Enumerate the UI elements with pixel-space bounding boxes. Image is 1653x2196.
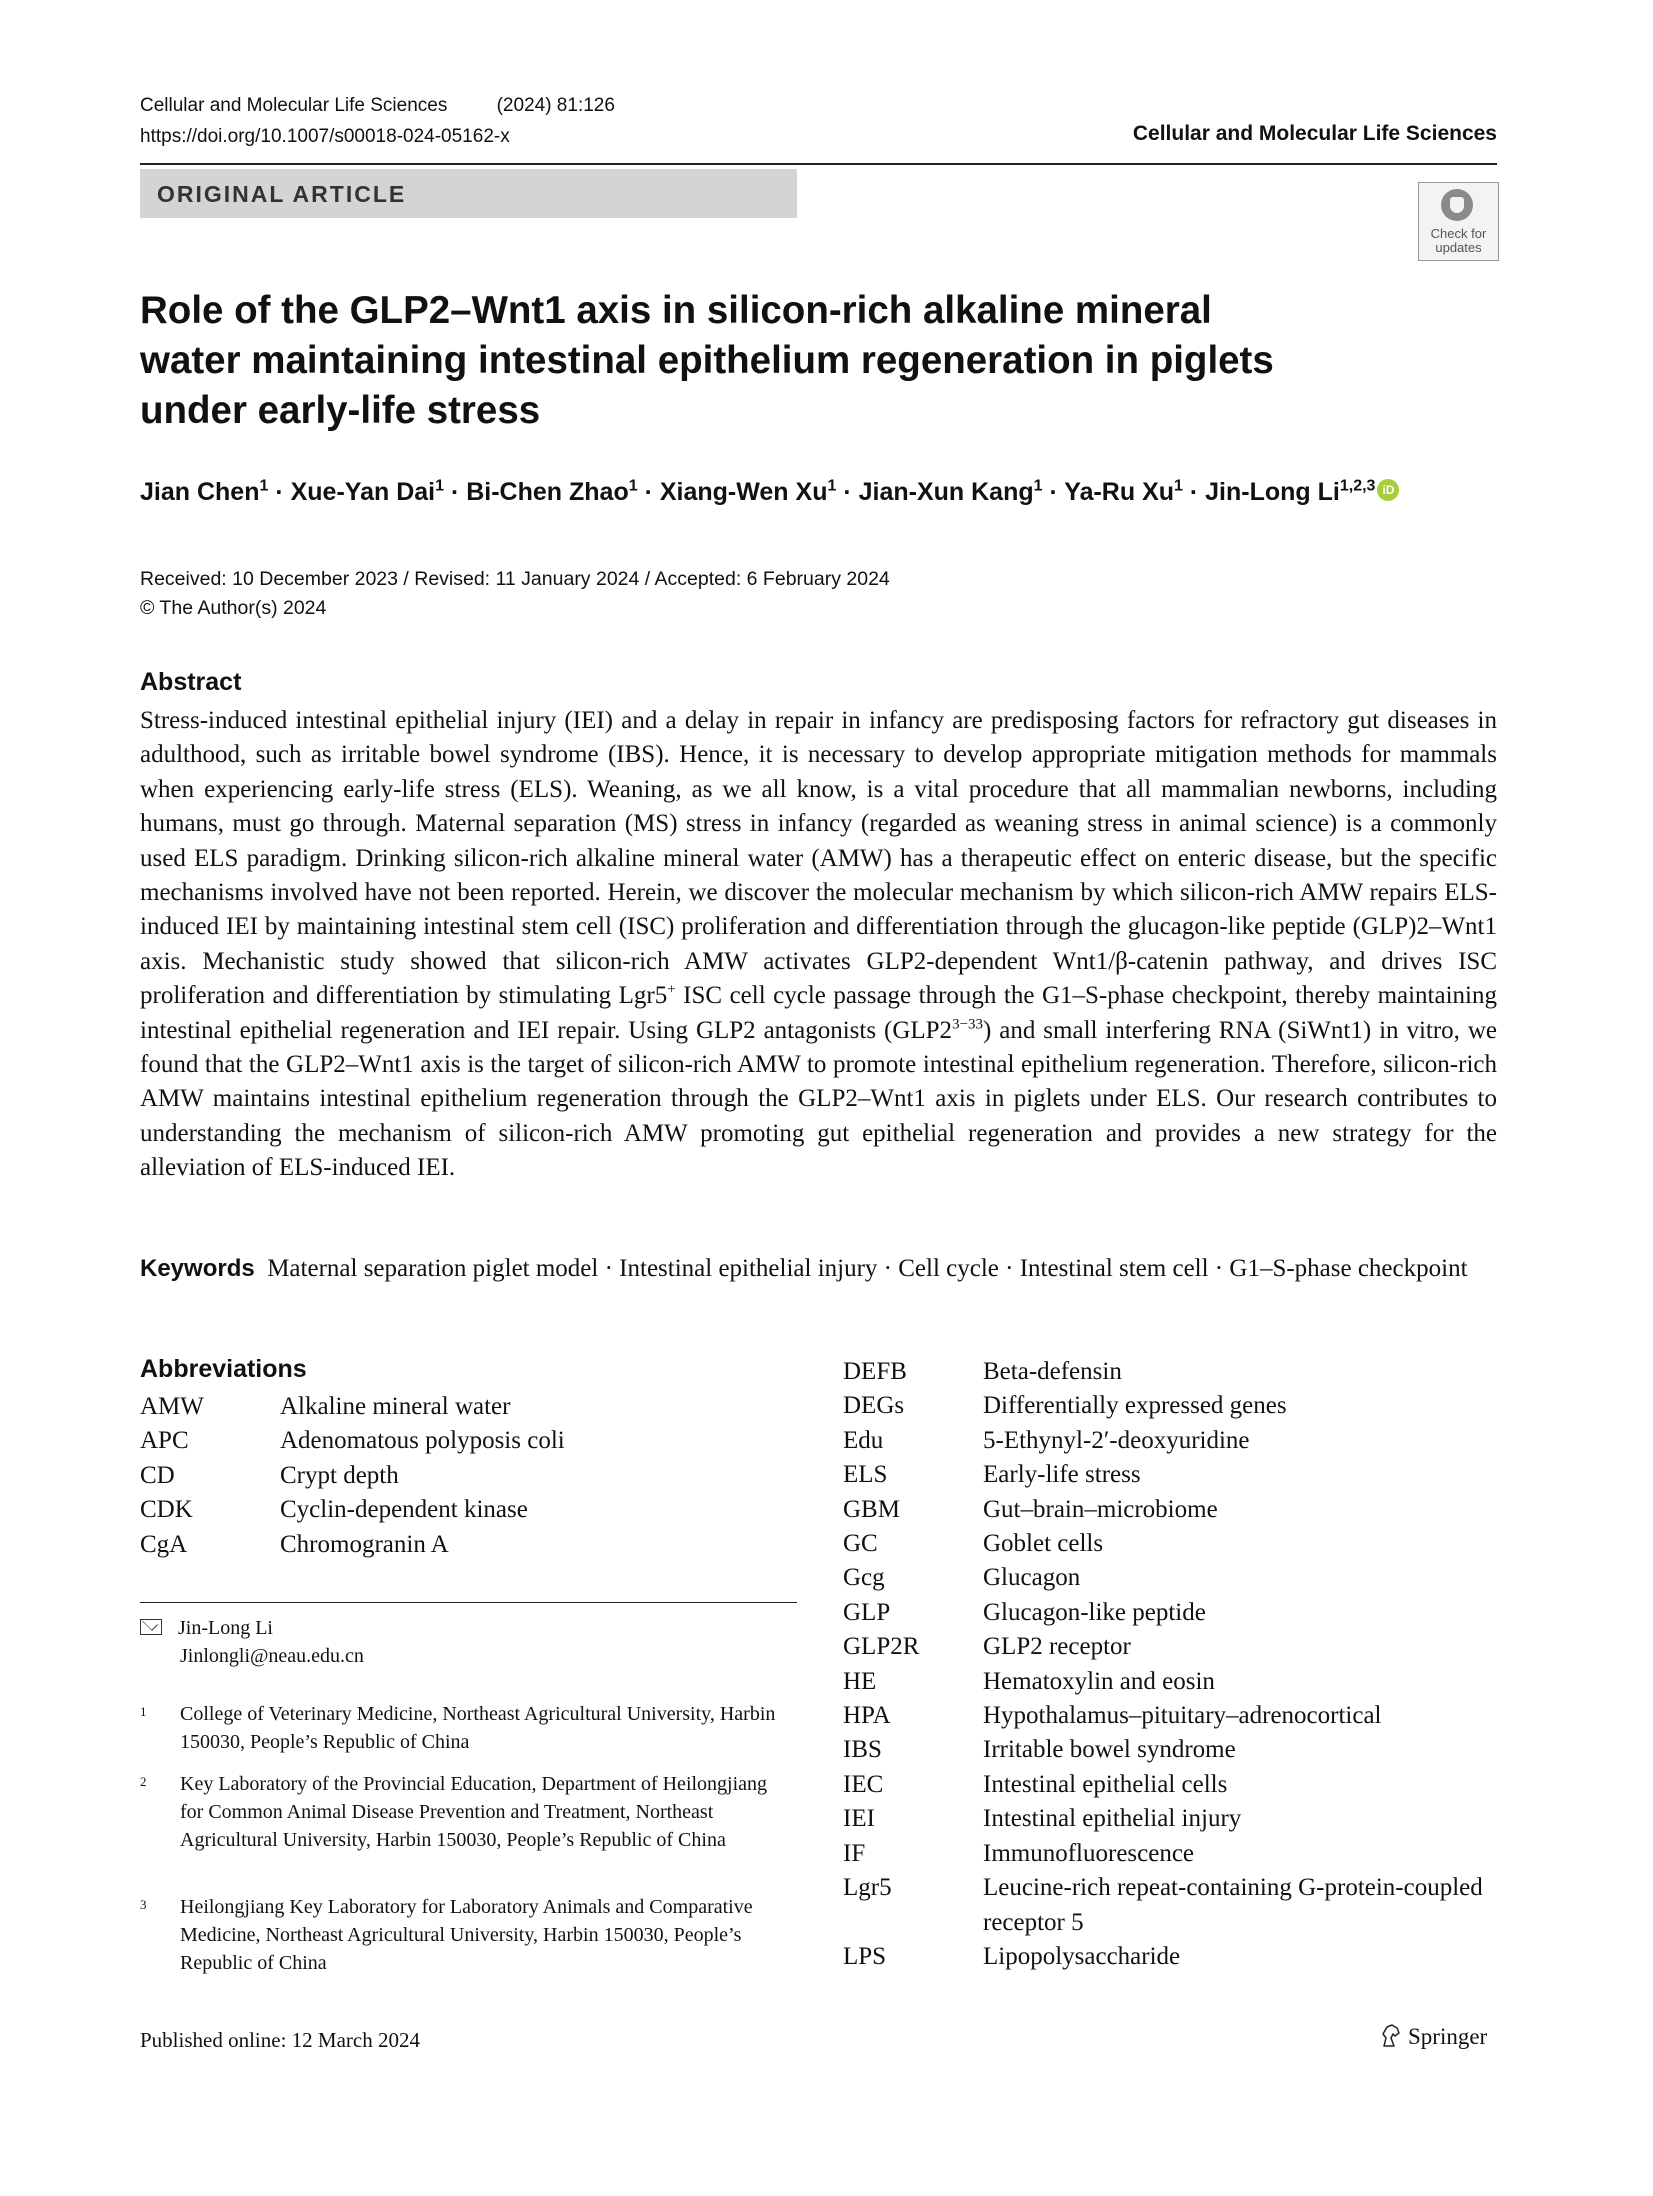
abbreviation-row: DEGs Differentially expressed genes: [843, 1392, 1287, 1420]
author[interactable]: Jian Chen$^1$: [140, 478, 269, 507]
keywords-label: Keywords: [140, 1255, 255, 1282]
corresponding-email[interactable]: Jinlongli@neau.edu.cn: [180, 1645, 364, 1667]
abbreviations-table-right: [843, 1355, 1483, 1974]
publisher-name: Springer: [1408, 2024, 1488, 2049]
abbreviation-row: AMW Alkaline mineral water: [140, 1393, 511, 1420]
envelope-icon: [140, 1619, 162, 1635]
abstract-body: Stress-induced intestinal epithelial injury (IEI) and a delay in repair in infancy are predisposing factors for refractory gut diseases in adulthood, such as irritable bowel syndrome (IBS). Hence, it is necessary to develop appropriate mitigation methods for mammals when experiencing early-life stress (ELS). Weaning, as we all know, is a vital procedure that all mammalian newborns, including humans, must go through. Maternal separation (MS) stress in infancy (regarded as weaning stress in animal science) is a commonly used ELS paradigm. Drinking silicon-rich alkaline mineral water (AMW) has a therapeutic effect on enteric disease, but the specific mechanisms involved have not been reported. Herein, we discover the molecular mechanism by which silicon-rich AMW repairs ELS-induced IEI by maintaining intestinal stem cell (ISC) proliferation and differentiation through the glucagon-like peptide (GLP)2–Wnt1 axis. Mechanistic study showed that silicon-rich AMW activates GLP2-dependent Wnt1/β-catenin pathway, and drives ISC proliferation and differentiation by stimulating Lgr5+ ISC cell cycle passage through the G1–S-phase checkpoint, thereby maintaining intestinal epithelial regeneration and IEI repair. Using GLP2 antagonists $(GLP2^{3-33})$ and small interfering RNA (SiWnt1) in vitro, we found that the GLP2–Wnt1 axis is the target of silicon-rich AMW to promote intestinal epithelium regeneration. Therefore, silicon-rich AMW maintains intestinal epithelium regeneration through the GLP2–Wnt1 axis in piglets under ELS. Our research contributes to understanding the mechanism of silicon-rich AMW promoting gut epithelial regeneration and provides a new strategy for the alleviation of ELS-induced IEI.: [140, 707, 1497, 1182]
abbreviation-row: DEFB Beta-defensin: [843, 1358, 1122, 1385]
abbreviations-table-left: [140, 1390, 565, 1562]
abbreviation-row: GBM Gut–brain–microbiome: [843, 1495, 1218, 1523]
crossmark-icon: [1441, 189, 1473, 221]
author[interactable]: Jian-Xun Kang$^1$: [858, 478, 1043, 507]
header-rule: [140, 163, 1497, 165]
abbreviation-row: GLP Glucagon-like peptide: [843, 1598, 1206, 1626]
footnote-rule: [140, 1602, 797, 1603]
author[interactable]: Xue-Yan Dai$^1$: [290, 478, 445, 507]
abbreviation-row: HPA Hypothalamus–pituitary–adrenocortical: [843, 1702, 1382, 1730]
abbreviation-row: APC Adenomatous polyposis coli: [140, 1427, 565, 1455]
keywords: [140, 1252, 1497, 1286]
abbreviation-row: CDK Cyclin-dependent kinase: [140, 1496, 528, 1524]
corresponding-author: Jin-Long Li: [178, 1617, 273, 1639]
article-type-badge: [140, 169, 797, 218]
abbreviations-heading: Abbreviations: [140, 1355, 307, 1383]
abstract-heading: Abstract: [140, 668, 242, 696]
article-title: Role of the GLP2–Wnt1 axis in silicon-rich alkaline mineral water maintaining intestinal epithelium regeneration in piglets under early-life stress: [140, 289, 1274, 432]
publisher-logo: [1380, 2024, 1487, 2050]
check-for-updates-button[interactable]: [1418, 182, 1499, 261]
published-online: Published online: 12 March 2024: [140, 2028, 420, 2052]
affiliation: 3 Heilongjiang Key Laboratory for Laboratory Animals and Comparative Medicine, Northeast Agricultural University, Harbin 150030, People’s Republic of China: [140, 1896, 753, 1974]
copyright: © The Author(s) 2024: [140, 597, 327, 619]
abbreviation-row: IBS Irritable bowel syndrome: [843, 1736, 1236, 1764]
check-for-updates-label: Check for updates: [1430, 226, 1487, 255]
abbreviation-row: GLP2R GLP2 receptor: [843, 1633, 1131, 1661]
abbreviation-row: CgA Chromogranin A: [140, 1530, 449, 1558]
doi-link[interactable]: https://doi.org/10.1007/s00018-024-05162-x: [140, 126, 510, 147]
affiliation: 1 College of Veterinary Medicine, Northeast Agricultural University, Harbin 150030, People’s Republic of China: [140, 1703, 776, 1753]
abbreviation-row: ELS Early-life stress: [843, 1461, 1141, 1489]
article-type-label: ORIGINAL ARTICLE: [157, 181, 407, 207]
history-dates: Received: 10 December 2023 / Revised: 11 January 2024 / Accepted: 6 February 2024: [140, 568, 890, 590]
volume-info: (2024) 81:126: [496, 95, 615, 116]
affiliation: 2 Key Laboratory of the Provincial Education, Department of Heilongjiang for Common Animal Disease Prevention and Treatment, Northeast Agricultural University, Harbin 150030, People’s Republic of China: [140, 1773, 768, 1851]
author[interactable]: Xiang-Wen Xu$^1$: [659, 478, 837, 507]
correspondence: [140, 1614, 364, 1670]
author[interactable]: Ya-Ru Xu$^1$: [1064, 478, 1183, 507]
abbreviation-row: CD Crypt depth: [140, 1461, 399, 1489]
abbreviation-row: HE Hematoxylin and eosin: [843, 1667, 1215, 1695]
author-list: Jian Chen$^1$ · Xue-Yan Dai$^1$ · Bi-Chen Zhao$^1$ · Xiang-Wen $Xu^1$ · Jian-Xun Kang$^1$ · Ya-Ru $Xu^1$ · Jin-Long Li$^{1,2,3}$ iD: [140, 478, 1399, 507]
abbreviation-row: Lgr5 Leucine-rich repeat-containing G-protein-coupled receptor 5: [843, 1874, 1483, 1936]
abbreviation-row: Edu 5-Ethynyl-2′-deoxyuridine: [843, 1426, 1250, 1454]
author[interactable]: Bi-Chen Zhao$^1$: [466, 478, 638, 507]
keywords-text: Maternal separation piglet model · Intestinal epithelial injury · Cell cycle · Intestinal stem cell · G1–S-phase checkpoint: [267, 1255, 1468, 1282]
abbreviation-row: IEI Intestinal epithelial injury: [843, 1805, 1242, 1833]
springer-horse-icon: [1380, 2024, 1402, 2048]
abbreviation-row: IEC Intestinal epithelial cells: [843, 1770, 1228, 1798]
abbreviation-row: IF Immunofluorescence: [843, 1839, 1195, 1867]
author[interactable]: Jin-Long Li$^{1,2,3}$: [1205, 478, 1376, 507]
orcid-icon[interactable]: iD: [1377, 479, 1399, 501]
running-header: [140, 90, 615, 152]
abbreviation-row: LPS Lipopolysaccharide: [843, 1942, 1181, 1970]
article-dates: [140, 565, 890, 623]
journal-name: Cellular and Molecular Life Sciences: [140, 95, 448, 116]
abbreviation-row: GC Goblet cells: [843, 1530, 1104, 1558]
abbreviation-row: Gcg Glucagon: [843, 1564, 1081, 1592]
journal-title-right: Cellular and Molecular Life Sciences: [1132, 122, 1497, 145]
